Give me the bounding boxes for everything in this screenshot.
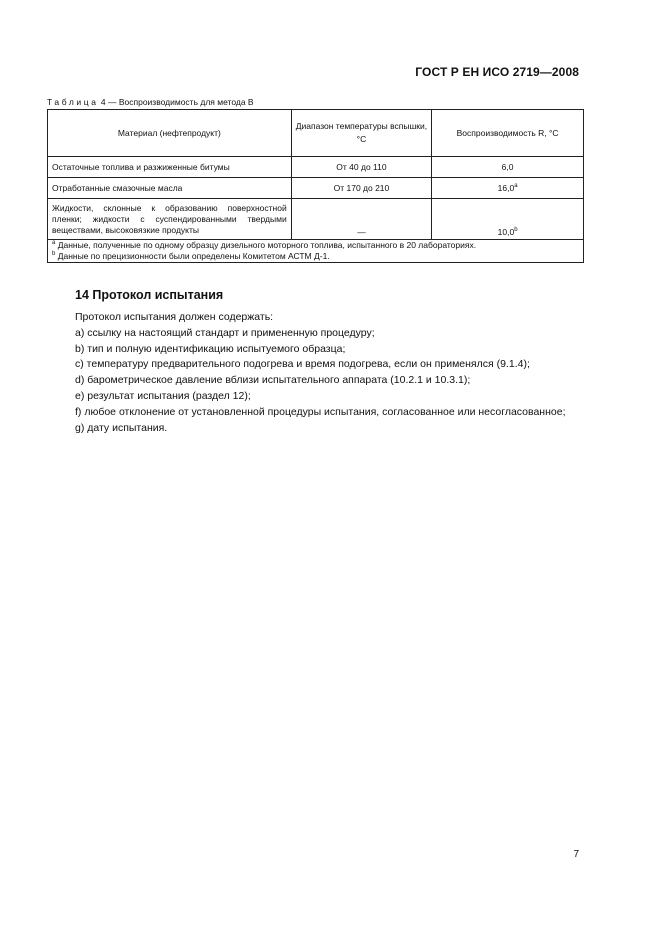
list-item: e) результат испытания (раздел 12); — [75, 389, 251, 402]
footnote-mark: b — [514, 227, 518, 234]
list-item: g) дату испытания. — [75, 421, 168, 434]
cell-value — [432, 178, 584, 199]
table-footnotes — [48, 240, 584, 263]
section-body — [47, 310, 581, 436]
section-title: 14 Протокол испытания — [75, 288, 224, 302]
document-id-header: ГОСТ Р ЕН ИСО 2719—2008 — [415, 65, 579, 79]
list-item: b) тип и полную идентификацию испытуемого образца; — [75, 342, 346, 355]
cell-value-number: 10,0 — [497, 227, 515, 237]
cell-material: Жидкости, склонные к образованию поверхностной пленки; жидкости с суспендированными твердыми веществами, высоковязкие продукты — [48, 199, 292, 240]
footnote — [52, 251, 579, 262]
table-row — [48, 178, 584, 199]
table-footnotes-row — [48, 240, 584, 263]
reproducibility-table — [47, 109, 584, 263]
cell-material: Остаточные топлива и разжиженные битумы — [48, 157, 292, 178]
table-caption-text: 4 — Воспроизводимость для метода В — [98, 97, 254, 107]
list-item: a) ссылку на настоящий стандарт и примененную процедуру; — [75, 326, 375, 339]
cell-value — [432, 199, 584, 240]
table-caption-prefix: Таблица — [47, 97, 99, 107]
page-number: 7 — [573, 849, 579, 860]
column-header-flash-range: Диапазон температуры вспышки, °С — [291, 110, 431, 157]
footnote-text: Данные, полученные по одному образцу дизельного моторного топлива, испытанного в 20 лабораториях. — [55, 240, 477, 250]
list-item: c) температуру предварительного подогрева и время подогрева, если он применялся (9.1.4); — [75, 358, 530, 371]
cell-range: — — [291, 199, 431, 240]
table-row — [48, 157, 584, 178]
list-item: d) барометрическое давление вблизи испытательного аппарата (10.2.1 и 10.3.1); — [75, 374, 471, 387]
footnote-mark: a — [52, 240, 56, 247]
table-row — [48, 199, 584, 240]
table-header-row — [48, 110, 584, 157]
footnote-text: Данные по прецизионности были определены Комитетом АСТМ Д-1. — [55, 251, 330, 261]
list-item: f) любое отклонение от установленной процедуры испытания, согласованное или несогласованное; — [75, 405, 566, 418]
cell-range: От 170 до 210 — [291, 178, 431, 199]
cell-value — [432, 157, 584, 178]
footnote — [52, 240, 579, 251]
table-caption — [47, 97, 254, 107]
footnote-mark: b — [52, 251, 56, 258]
cell-range: От 40 до 110 — [291, 157, 431, 178]
cell-value-number: 6,0 — [501, 162, 514, 172]
cell-value-number: 16,0 — [497, 183, 515, 193]
column-header-reproducibility: Воспроизводимость R, °С — [432, 110, 584, 157]
paragraph: Протокол испытания должен содержать: — [75, 311, 274, 323]
cell-material: Отработанные смазочные масла — [48, 178, 292, 199]
column-header-material: Материал (нефтепродукт) — [48, 110, 292, 157]
footnote-mark: a — [514, 183, 518, 190]
